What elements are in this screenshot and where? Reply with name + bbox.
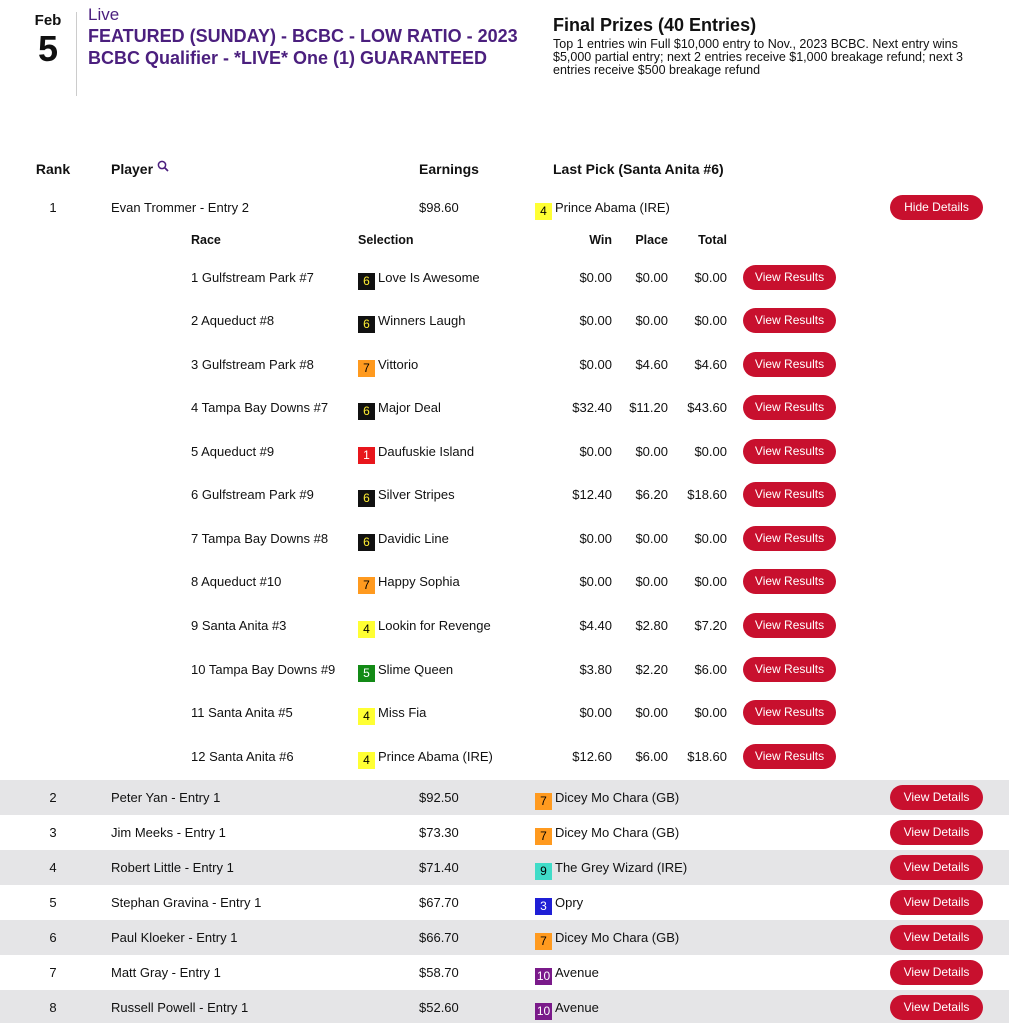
race-cell: 1 Gulfstream Park #7 [191, 270, 314, 285]
view-details-button[interactable]: View Details [890, 960, 983, 985]
race-cell: 8 Aqueduct #10 [191, 574, 282, 589]
selection-column-header: Selection [358, 233, 414, 247]
event-month: Feb [34, 12, 62, 29]
earnings-cell: $73.30 [419, 825, 459, 840]
selection-cell [358, 350, 418, 380]
race-cell: 11 Santa Anita #5 [191, 705, 293, 720]
last-pick-cell [535, 920, 679, 955]
view-results-button[interactable]: View Results [743, 657, 836, 682]
horse-name: Daufuskie Island [378, 444, 475, 459]
horse-name: Miss Fia [378, 705, 427, 720]
player-name: Russell Powell - Entry 1 [111, 1000, 249, 1015]
total-cell: $18.60 [687, 749, 727, 764]
rank-cell: 6 [49, 930, 57, 945]
rank-cell: 7 [49, 965, 57, 980]
total-cell: $0.00 [694, 574, 727, 589]
selection-cell [358, 263, 480, 293]
detail-row [0, 393, 1009, 436]
total-column-header: Total [698, 233, 727, 247]
last-pick-column-header: Last Pick (Santa Anita #6) [553, 161, 724, 177]
total-cell: $6.00 [694, 662, 727, 677]
selection-cell [358, 611, 491, 641]
saddle-number-badge: 7 [535, 933, 552, 950]
saddle-number-badge: 7 [535, 793, 552, 810]
earnings-cell: $58.70 [419, 965, 459, 980]
earnings-column-header: Earnings [419, 161, 479, 177]
last-pick-cell [535, 850, 687, 885]
total-cell: $0.00 [694, 705, 727, 720]
standings-row-leader [0, 190, 1009, 225]
horse-name: Prince Abama (IRE) [555, 200, 670, 215]
earnings-cell: $67.70 [419, 895, 459, 910]
horse-name: Avenue [555, 965, 599, 980]
view-results-button[interactable]: View Results [743, 265, 836, 290]
place-cell: $2.20 [635, 662, 668, 677]
earnings-cell: $92.50 [419, 790, 459, 805]
saddle-number-badge: 6 [358, 534, 375, 551]
earnings-cell: $98.60 [419, 200, 459, 215]
horse-name: Slime Queen [378, 662, 454, 677]
horse-name: Love Is Awesome [378, 270, 480, 285]
total-cell: $0.00 [694, 270, 727, 285]
detail-row [0, 698, 1009, 741]
detail-row [0, 350, 1009, 393]
place-cell: $6.00 [635, 749, 668, 764]
total-cell: $18.60 [687, 487, 727, 502]
saddle-number-badge: 7 [358, 577, 375, 594]
view-results-button[interactable]: View Results [743, 308, 836, 333]
horse-name: Happy Sophia [378, 574, 460, 589]
total-cell: $7.20 [694, 618, 727, 633]
rank-cell: 5 [49, 895, 57, 910]
race-cell: 5 Aqueduct #9 [191, 444, 275, 459]
saddle-number-badge: 9 [535, 863, 552, 880]
player-name: Stephan Gravina - Entry 1 [111, 895, 262, 910]
saddle-number-badge: 4 [358, 708, 375, 725]
race-cell: 2 Aqueduct #8 [191, 313, 275, 328]
view-results-button[interactable]: View Results [743, 395, 836, 420]
rank-column-header: Rank [35, 161, 71, 177]
saddle-number-badge: 6 [358, 316, 375, 333]
saddle-number-badge: 10 [536, 969, 551, 983]
horse-name: Winners Laugh [378, 313, 466, 328]
last-pick-cell [535, 955, 599, 990]
horse-name: Lookin for Revenge [378, 618, 491, 633]
detail-row [0, 742, 1009, 785]
race-cell: 3 Gulfstream Park #8 [191, 357, 314, 372]
view-results-button[interactable]: View Results [743, 613, 836, 638]
rank-cell: 2 [49, 790, 57, 805]
selection-cell [358, 437, 474, 467]
horse-name: Dicey Mo Chara (GB) [555, 825, 680, 840]
rank-cell: 4 [49, 860, 57, 875]
place-cell: $0.00 [635, 531, 668, 546]
prizes-title: Final Prizes (40 Entries) [553, 15, 757, 35]
saddle-number-badge: 6 [358, 490, 375, 507]
horse-name: Vittorio [378, 357, 419, 372]
player-name: Robert Little - Entry 1 [111, 860, 234, 875]
selection-cell [358, 742, 493, 772]
view-results-button[interactable]: View Results [743, 569, 836, 594]
place-cell: $2.80 [635, 618, 668, 633]
place-cell: $0.00 [635, 574, 668, 589]
earnings-cell: $71.40 [419, 860, 459, 875]
standings-row [0, 920, 1009, 955]
search-icon[interactable] [157, 160, 169, 172]
horse-name: Silver Stripes [378, 487, 455, 502]
view-details-button[interactable]: View Details [890, 925, 983, 950]
win-cell: $0.00 [579, 270, 612, 285]
view-results-button[interactable]: View Results [743, 352, 836, 377]
standings-row [0, 850, 1009, 885]
hide-details-button[interactable]: Hide Details [890, 195, 983, 220]
win-cell: $32.40 [572, 400, 612, 415]
saddle-number-badge: 7 [358, 360, 375, 377]
earnings-cell: $66.70 [419, 930, 459, 945]
event-title: FEATURED (SUNDAY) - BCBC - LOW RATIO - 2023 BCBC Qualifier - *LIVE* One (1) GUARANTEED [88, 26, 518, 68]
horse-name: Opry [555, 895, 584, 910]
standings-row [0, 990, 1009, 1023]
selection-cell [358, 306, 465, 336]
win-cell: $12.60 [572, 749, 612, 764]
saddle-number-badge: 1 [358, 447, 375, 464]
horse-name: Davidic Line [378, 531, 449, 546]
win-cell: $3.80 [579, 662, 612, 677]
saddle-number-badge: 4 [535, 203, 552, 220]
view-results-button[interactable]: View Results [743, 482, 836, 507]
place-column-header: Place [635, 233, 668, 247]
place-cell: $0.00 [635, 313, 668, 328]
view-details-button[interactable]: View Details [890, 785, 983, 810]
total-cell: $4.60 [694, 357, 727, 372]
view-details-button[interactable]: View Details [890, 855, 983, 880]
header-divider [76, 12, 77, 96]
race-cell: 10 Tampa Bay Downs #9 [191, 662, 336, 677]
standings-row [0, 815, 1009, 850]
place-cell: $0.00 [635, 444, 668, 459]
earnings-cell: $52.60 [419, 1000, 459, 1015]
last-pick-cell [535, 885, 583, 920]
view-details-button[interactable]: View Details [890, 820, 983, 845]
player-name: Evan Trommer - Entry 2 [111, 200, 249, 215]
saddle-number-badge: 6 [358, 403, 375, 420]
selection-cell [358, 567, 460, 597]
prizes-description: Top 1 entries win Full $10,000 entry to Nov., 2023 BCBC. Next entry wins $5,000 partial entry; next 2 entries receive $1,000 breakage refund; next 3 entries receive $500 breakage refund [553, 37, 963, 77]
win-cell: $0.00 [579, 357, 612, 372]
last-pick-cell [535, 990, 599, 1023]
view-results-button[interactable]: View Results [743, 744, 836, 769]
detail-row [0, 480, 1009, 523]
horse-name: Prince Abama (IRE) [378, 749, 493, 764]
detail-row [0, 567, 1009, 610]
standings-row [0, 780, 1009, 815]
view-details-button[interactable]: View Details [890, 995, 983, 1020]
player-name: Jim Meeks - Entry 1 [111, 825, 226, 840]
race-cell: 9 Santa Anita #3 [191, 618, 287, 633]
win-cell: $0.00 [579, 574, 612, 589]
last-pick-cell [535, 190, 670, 225]
horse-name: Dicey Mo Chara (GB) [555, 930, 680, 945]
win-cell: $0.00 [579, 313, 612, 328]
player-name: Matt Gray - Entry 1 [111, 965, 221, 980]
player-column-label: Player [111, 161, 154, 177]
place-cell: $0.00 [635, 270, 668, 285]
rank-cell: 8 [49, 1000, 57, 1015]
saddle-number-badge: 5 [358, 665, 375, 682]
player-column-header [111, 160, 169, 178]
horse-name: The Grey Wizard (IRE) [555, 860, 688, 875]
place-cell: $11.20 [629, 400, 668, 415]
win-cell: $0.00 [579, 444, 612, 459]
detail-row [0, 306, 1009, 349]
race-column-header: Race [191, 233, 221, 247]
view-results-button[interactable]: View Results [743, 526, 836, 551]
event-date [30, 12, 66, 68]
race-cell: 4 Tampa Bay Downs #7 [191, 400, 329, 415]
event-day: 5 [37, 28, 59, 69]
total-cell: $43.60 [687, 400, 727, 415]
rank-cell: 3 [49, 825, 57, 840]
selection-cell [358, 698, 426, 728]
selection-cell [358, 655, 453, 685]
win-cell: $0.00 [579, 531, 612, 546]
total-cell: $0.00 [694, 313, 727, 328]
total-cell: $0.00 [694, 444, 727, 459]
place-cell: $4.60 [635, 357, 668, 372]
saddle-number-badge: 3 [535, 898, 552, 915]
saddle-number-badge: 6 [358, 273, 375, 290]
rank-cell: 1 [49, 200, 57, 215]
win-cell: $4.40 [579, 618, 612, 633]
detail-row [0, 655, 1009, 698]
saddle-number-badge: 7 [535, 828, 552, 845]
race-cell: 7 Tampa Bay Downs #8 [191, 531, 329, 546]
saddle-number-badge: 10 [536, 1004, 551, 1018]
place-cell: $6.20 [635, 487, 668, 502]
standings-row [0, 885, 1009, 920]
win-cell: $0.00 [579, 705, 612, 720]
last-pick-cell [535, 815, 679, 850]
horse-name: Major Deal [378, 400, 441, 415]
saddle-number-badge: 4 [358, 621, 375, 638]
total-cell: $0.00 [694, 531, 727, 546]
view-results-button[interactable]: View Results [743, 439, 836, 464]
player-name: Paul Kloeker - Entry 1 [111, 930, 238, 945]
horse-name: Avenue [555, 1000, 599, 1015]
event-status: Live [88, 5, 120, 24]
standings-row [0, 955, 1009, 990]
win-cell: $12.40 [572, 487, 612, 502]
race-cell: 12 Santa Anita #6 [191, 749, 294, 764]
saddle-number-badge: 4 [358, 752, 375, 769]
player-name: Peter Yan - Entry 1 [111, 790, 221, 805]
horse-name: Dicey Mo Chara (GB) [555, 790, 680, 805]
last-pick-cell [535, 780, 679, 815]
detail-row [0, 524, 1009, 567]
selection-cell [358, 393, 441, 423]
win-column-header: Win [589, 233, 612, 247]
view-results-button[interactable]: View Results [743, 700, 836, 725]
detail-row [0, 611, 1009, 654]
race-cell: 6 Gulfstream Park #9 [191, 487, 314, 502]
selection-cell [358, 480, 455, 510]
selection-cell [358, 524, 449, 554]
view-details-button[interactable]: View Details [890, 890, 983, 915]
place-cell: $0.00 [635, 705, 668, 720]
detail-row [0, 437, 1009, 480]
detail-row [0, 263, 1009, 306]
